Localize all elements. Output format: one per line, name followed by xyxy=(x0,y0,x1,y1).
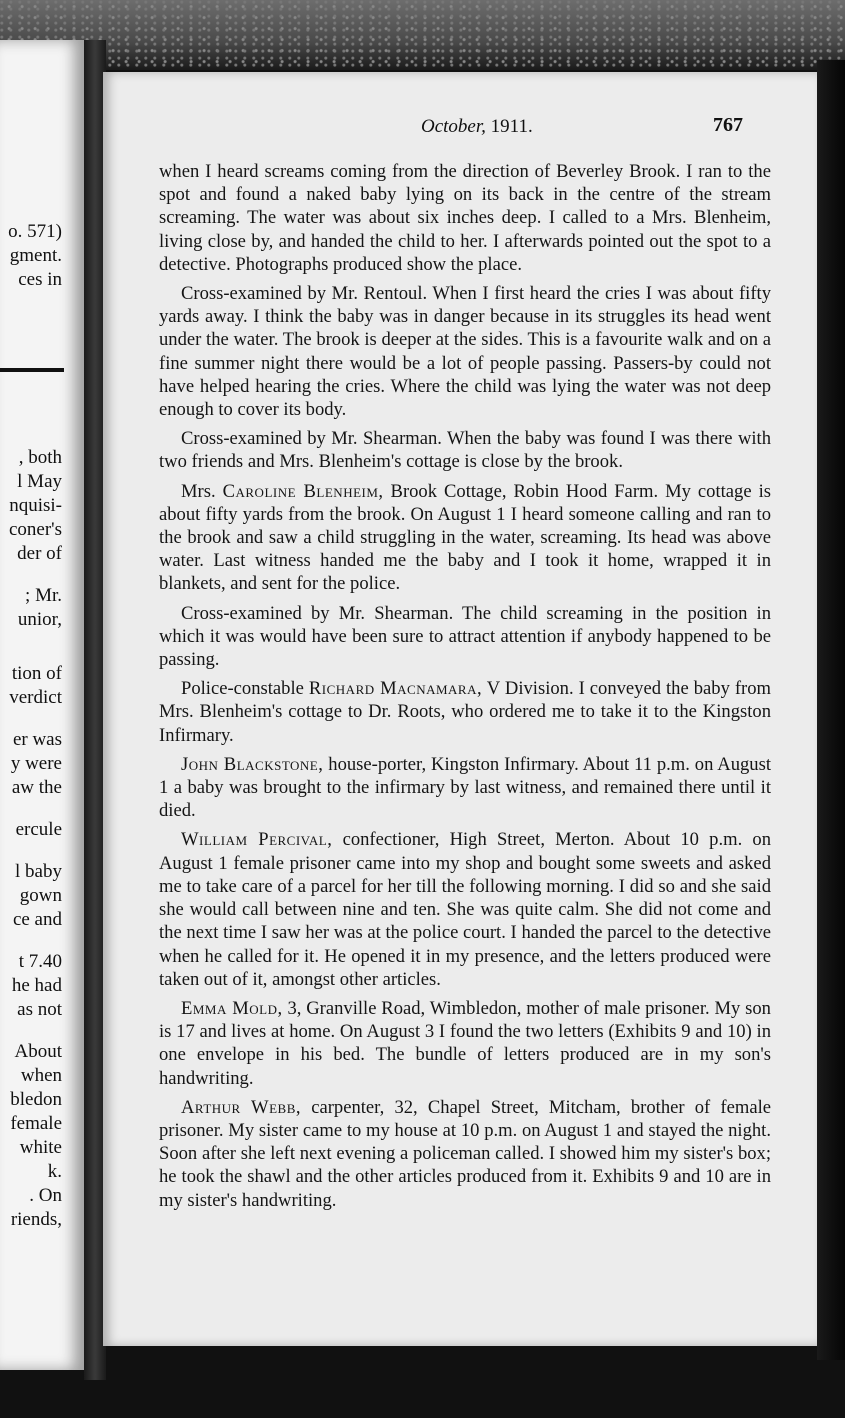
paragraph-text: confectioner, High Street, Merton. About 10 p.m. on August 1 female prisoner came into my shop and bought some sweets and asked me to take care of a parcel for her till the following morning. I did so and she said she would call between nine and ten. She was quite calm. She did not come and the next time I saw her was at the police court. I handed the parcel to the detective when he called for it. He opened it in my presence, and the letters produced were taken out of it, amongst other articles. xyxy=(159,829,771,990)
testimony-paragraph xyxy=(159,677,771,747)
previous-page-line: . On xyxy=(29,1185,62,1206)
paragraph-text: 3, Granville Road, Wimbledon, mother of male prisoner. My son is 17 and lives at home. On August 3 I found the two letters (Exhibits 9 and 10) in one envelope in his bed. The bundle of letters produced are in my son's handwriting. xyxy=(159,997,771,1089)
previous-page-line: , both xyxy=(18,447,62,468)
paragraph-text: V Division. I conveyed the baby from Mrs. Blenheim's cottage to Dr. Roots, who ordered me to take it to the Kingston Infirmary. xyxy=(159,678,771,746)
previous-page-line: riends, xyxy=(10,1209,62,1230)
paragraph-text: carpenter, 32, Chapel Street, Mitcham, brother of female prisoner. My sister came to my house at 10 p.m. on August 1 and stayed the night. Soon after she left next evening a policeman called. I showed him my sister's box; he took the shawl and the other articles produced from it. Exhibits 9 and 10 are in my sister's handwriting. xyxy=(159,1096,771,1211)
paragraph-text: Cross-examined by Mr. Shearman. When the baby was found I was there with two friends and Mrs. Blenheim's cottage is close by the brook. xyxy=(159,428,771,473)
testimony-paragraph xyxy=(159,160,771,276)
previous-page-line: nquisi- xyxy=(9,495,62,516)
witness-name: Richard Macnamara, xyxy=(308,678,483,700)
witness-title: Police-constable xyxy=(181,678,309,700)
testimony-paragraph xyxy=(159,828,771,990)
paragraph-text: Brook Cottage, Robin Hood Farm. My cottage is about fifty yards from the brook. On August 1 I heard someone calling and ran to the brook and saw a child struggling in the water, screaming. Its head was above water. Last witness handed me the baby and I took it home, wrapped it in blankets, and sent for the police. xyxy=(159,480,771,595)
scan-margin xyxy=(817,60,845,1360)
paragraph-text: Cross-examined by Mr. Shearman. The child screaming in the position in which it was would have been sure to attract attention if anybody happened to be passing. xyxy=(159,602,771,671)
previous-page-line: k. xyxy=(47,1161,62,1182)
previous-page-line: white xyxy=(19,1137,62,1158)
witness-name: Arthur Webb, xyxy=(181,1096,302,1118)
previous-page-line: verdict xyxy=(9,687,62,708)
header-year: 1911. xyxy=(490,116,533,137)
testimony-paragraph xyxy=(159,427,771,473)
previous-page-line: ce and xyxy=(12,909,62,930)
previous-page-line: unior, xyxy=(17,609,62,630)
previous-page-line: y were xyxy=(10,753,62,774)
previous-page-line: as not xyxy=(17,999,62,1020)
page-header xyxy=(103,116,817,146)
testimony-paragraph xyxy=(159,753,771,823)
witness-name: John Blackstone, xyxy=(181,753,324,775)
witness-name: William Percival, xyxy=(181,829,333,851)
page-number: 767 xyxy=(713,114,743,136)
previous-page-line: ces in xyxy=(18,269,62,290)
witness-title: Mrs. xyxy=(181,480,223,502)
paragraph-text: when I heard screams coming from the direction of Beverley Brook. I ran to the spot and found a naked baby lying on its back in the centre of the stream screaming. The water was about six inches deep. I called to a Mrs. Blenheim, living close by, and handed the child to her. I afterwards pointed out the spot to a detective. Photographs produced show the place. xyxy=(159,161,771,275)
paragraph-text: house-porter, Kingston Infirmary. About 11 p.m. on August 1 a baby was brought to the infirmary by last witness, and remained there until it died. xyxy=(159,753,771,822)
previous-page-line: coner's xyxy=(8,519,62,540)
previous-page-line: ; Mr. xyxy=(25,585,62,606)
previous-page-edge xyxy=(0,40,90,1370)
header-month: October, xyxy=(421,116,486,137)
page-body xyxy=(159,160,771,1218)
testimony-paragraph xyxy=(159,997,771,1090)
testimony-paragraph xyxy=(159,1096,771,1212)
previous-page-line: l May xyxy=(17,471,62,492)
witness-name: Emma Mold, xyxy=(181,997,283,1019)
previous-page-line: when xyxy=(20,1065,62,1086)
previous-page-line: bledon xyxy=(10,1089,62,1110)
previous-page-line: gment. xyxy=(9,245,62,266)
previous-page-line: ercule xyxy=(15,819,62,840)
previous-page-line: t 7.40 xyxy=(18,951,62,972)
previous-page-line: o. 571) xyxy=(8,221,62,242)
testimony-paragraph xyxy=(159,602,771,672)
testimony-paragraph xyxy=(159,282,771,421)
paragraph-text: Cross-examined by Mr. Rentoul. When I first heard the cries I was about fifty yards away. I think the baby was in danger because in its struggles its head went under the water. The brook is deeper at the sides. This is a favourite walk and on a fine summer night there would be a lot of people passing. Passers-by could not have helped hearing the cries. Where the child was lying the water was not deep enough to cover its body. xyxy=(159,283,771,421)
previous-page-line: der of xyxy=(17,543,62,564)
section-rule xyxy=(0,368,64,372)
scan-background xyxy=(0,0,845,70)
witness-name: Caroline Blenheim, xyxy=(222,480,384,502)
previous-page-line: About xyxy=(14,1041,62,1062)
previous-page-line: female xyxy=(10,1113,62,1134)
previous-page-line: aw the xyxy=(11,777,62,798)
testimony-paragraph xyxy=(159,480,771,596)
running-head xyxy=(421,116,533,138)
previous-page-line: tion of xyxy=(11,663,62,684)
previous-page-line: er was xyxy=(12,729,62,750)
previous-page-line: l baby xyxy=(15,861,62,882)
previous-page-line: he had xyxy=(11,975,62,996)
previous-page-line: gown xyxy=(19,885,62,906)
current-page xyxy=(103,72,817,1346)
